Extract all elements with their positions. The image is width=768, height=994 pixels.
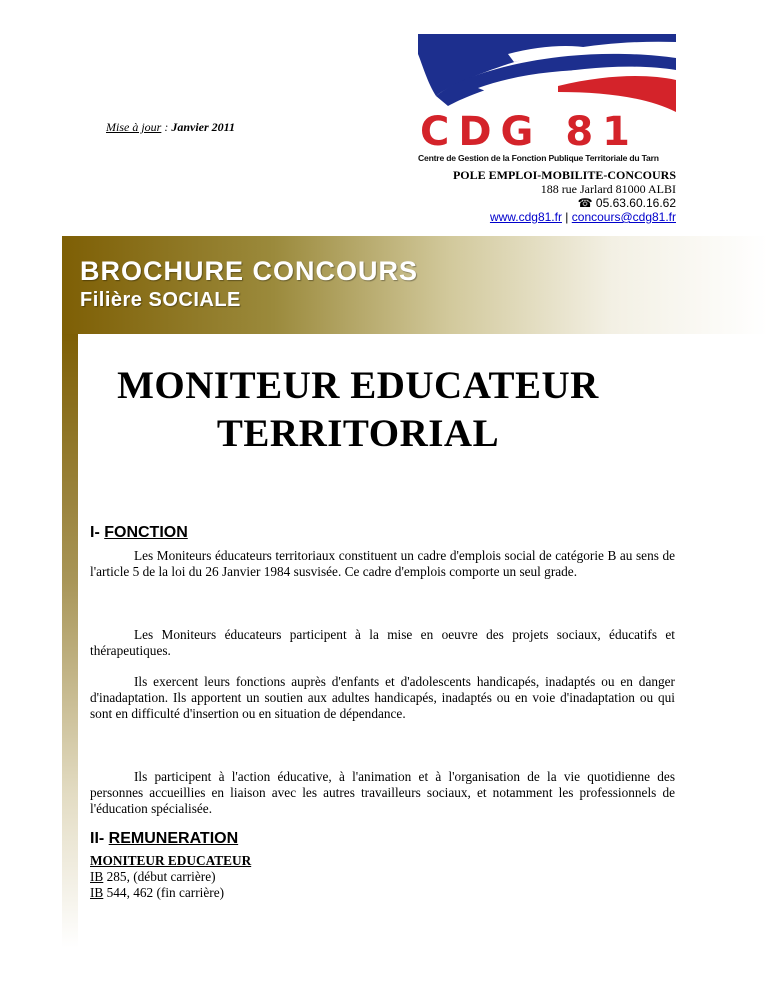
pole-name: POLE EMPLOI-MOBILITE-CONCOURS — [452, 168, 676, 182]
ib-start-line — [90, 869, 251, 885]
section-fonction-heading — [90, 524, 188, 542]
page-title-line2: TERRITORIAL — [216, 412, 500, 455]
paragraph — [90, 769, 675, 817]
remuneration-block — [90, 853, 251, 901]
logo-subtitle: Centre de Gestion de la Fonction Publique Territoriale du Tarn — [418, 153, 659, 163]
section-title: REMUNERATION — [108, 830, 239, 847]
page-title-line1: MONITEUR EDUCATEUR — [117, 364, 599, 407]
ib-start-value: 285, (début carrière) — [103, 869, 216, 884]
update-date — [106, 120, 235, 135]
links-line — [453, 210, 676, 224]
paragraph-text: Ils exercent leurs fonctions auprès d'enfants et d'adolescents handicapés, inadaptés ou en danger d'inadaptation. Ils apportent un soutien aux adultes handicapés, inadaptés ou en voie d'inadaptation ou qui sont en difficulté d'insertion ou en situation de dépendance. — [90, 674, 675, 721]
phone-line — [453, 196, 676, 210]
update-separator: : — [161, 120, 172, 134]
logo-text: CDG 81 — [420, 109, 639, 155]
contact-block — [453, 168, 676, 224]
section-number: I- — [90, 524, 105, 541]
ib-label: IB — [90, 885, 104, 900]
banner-subtitle: Filière SOCIALE — [80, 289, 241, 311]
website-link[interactable]: www.cdg81.fr — [489, 210, 562, 224]
phone-icon: ☎ — [577, 196, 593, 210]
section-number: II- — [90, 830, 109, 847]
section-title: FONCTION — [104, 524, 188, 541]
side-decoration-bar — [62, 334, 78, 948]
section-remuneration-heading — [90, 830, 238, 848]
paragraph-text: Les Moniteurs éducateurs territoriaux constituent un cadre d'emplois social de catégorie B au sens de l'article 5 de la loi du 26 Janvier 1984 susvisée. Ce cadre d'emplois comporte un seul grade. — [90, 548, 675, 579]
ib-end-line — [90, 885, 251, 901]
page-title — [78, 362, 638, 458]
update-value: Janvier 2011 — [171, 120, 236, 134]
logo-swoosh-icon — [418, 34, 676, 114]
links-separator: | — [561, 210, 572, 224]
paragraph-text: Les Moniteurs éducateurs participent à la mise en oeuvre des projets sociaux, éducatifs et thérapeutiques. — [90, 627, 675, 658]
address: 188 rue Jarlard 81000 ALBI — [540, 182, 676, 196]
email-link[interactable]: concours@cdg81.fr — [571, 210, 676, 224]
grade-title: MONITEUR EDUCATEUR — [90, 853, 252, 868]
paragraph-text: Ils participent à l'action éducative, à l'animation et à l'organisation de la vie quotidienne des personnes accueillies en liaison avec les autres travailleurs sociaux, et notamment les professionnels de l'éducation spécialisée. — [90, 769, 675, 816]
ib-end-value: 544, 462 (fin carrière) — [103, 885, 225, 900]
paragraph — [90, 548, 675, 580]
paragraph — [90, 627, 675, 659]
paragraph — [90, 674, 675, 722]
update-label: Mise à jour — [106, 120, 162, 134]
cdg81-logo — [418, 34, 676, 163]
banner-title: BROCHURE CONCOURS — [80, 256, 419, 286]
ib-label: IB — [90, 869, 104, 884]
phone-number: 05.63.60.16.62 — [595, 196, 676, 210]
